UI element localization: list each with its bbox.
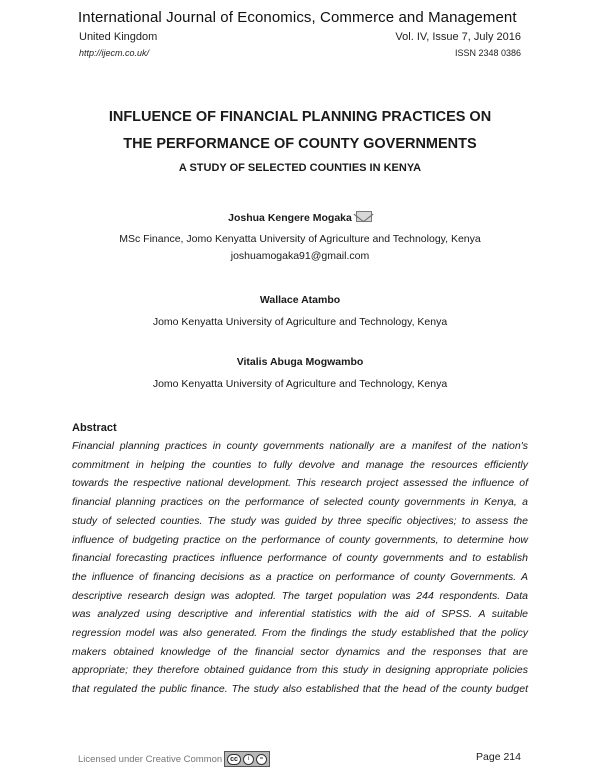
abstract-line: the influence of financing decisions as a practice on performance of county Governments. A — [72, 570, 528, 583]
author-1-affiliation: MSc Finance, Jomo Kenyatta University of Agriculture and Technology, Kenya — [119, 233, 481, 245]
author-3-affiliation: Jomo Kenyatta University of Agriculture and Technology, Kenya — [152, 378, 448, 390]
cc-logo-icon: cc — [227, 754, 241, 765]
journal-title: International Journal of Economics, Commerce and Management — [78, 9, 517, 26]
abstract-heading: Abstract — [72, 422, 117, 434]
abstract-line: study of selected counties. The study was guided by three specific objectives; to assess the — [72, 514, 528, 527]
abstract-line: commitment in helping the counties to fully devolve and manage the resources efficiently — [72, 458, 528, 471]
creative-commons-badge-icon[interactable] — [224, 751, 270, 767]
abstract-line: makers obtained knowledge of the financial sector dynamics and the responses that are — [72, 645, 528, 658]
paper-subtitle: A STUDY OF SELECTED COUNTIES IN KENYA — [178, 162, 422, 174]
abstract-line: was analyzed using descriptive and inferential statistics with the aid of SPSS. A suitable — [72, 608, 528, 621]
author-3-name: Vitalis Abuga Mogwambo — [236, 356, 364, 368]
paper-title-line2: THE PERFORMANCE OF COUNTY GOVERNMENTS — [123, 136, 477, 152]
cc-attribution-icon: i — [243, 754, 254, 765]
abstract-line: financial forecasting practices influence performance of county governments and to establish — [72, 552, 528, 565]
paper-title-line1: INFLUENCE OF FINANCIAL PLANNING PRACTICES ON — [108, 109, 492, 125]
abstract-line: regression model was also generated. From the findings the study established that the policy — [72, 627, 528, 640]
abstract-line: that regulated the public finance. The study also established that the head of the county budget — [72, 683, 528, 696]
author-1-email-link[interactable]: joshuamogaka91@gmail.com — [230, 250, 370, 262]
footer-license — [78, 751, 270, 767]
abstract-line: appropriate; they therefore obtained guidance from this study in designing appropriate policies — [72, 664, 528, 677]
abstract-line: influence of budgeting practice on the performance of county governments, to determine how — [72, 533, 528, 546]
journal-country: United Kingdom — [79, 31, 158, 43]
author-1-name: Joshua Kengere Mogaka — [228, 212, 352, 224]
abstract-line: Financial planning practices in county governments nationally are a manifest of the nation's — [72, 440, 528, 452]
journal-volume: Vol. IV, Issue 7, July 2016 — [395, 31, 521, 43]
author-2-affiliation: Jomo Kenyatta University of Agriculture and Technology, Kenya — [152, 316, 448, 328]
journal-issn: ISSN 2348 0386 — [454, 48, 521, 58]
abstract-body — [72, 437, 528, 699]
abstract-line: towards the respective national development. This research project assessed the influence of — [72, 477, 528, 490]
author-1 — [0, 211, 600, 224]
mail-icon[interactable] — [356, 211, 372, 222]
journal-url-link[interactable]: http://ijecm.co.uk/ — [79, 48, 150, 58]
author-2-name: Wallace Atambo — [259, 294, 341, 306]
license-text: Licensed under Creative Common — [78, 753, 223, 765]
abstract-line: descriptive research design was adopted. The target population was 244 respondents. Data — [72, 589, 528, 602]
abstract-line: financial planning practices on the performance of selected county governments in Kenya, a — [72, 496, 528, 509]
page-number: Page 214 — [476, 751, 521, 763]
cc-no-derivatives-icon: = — [256, 754, 267, 765]
